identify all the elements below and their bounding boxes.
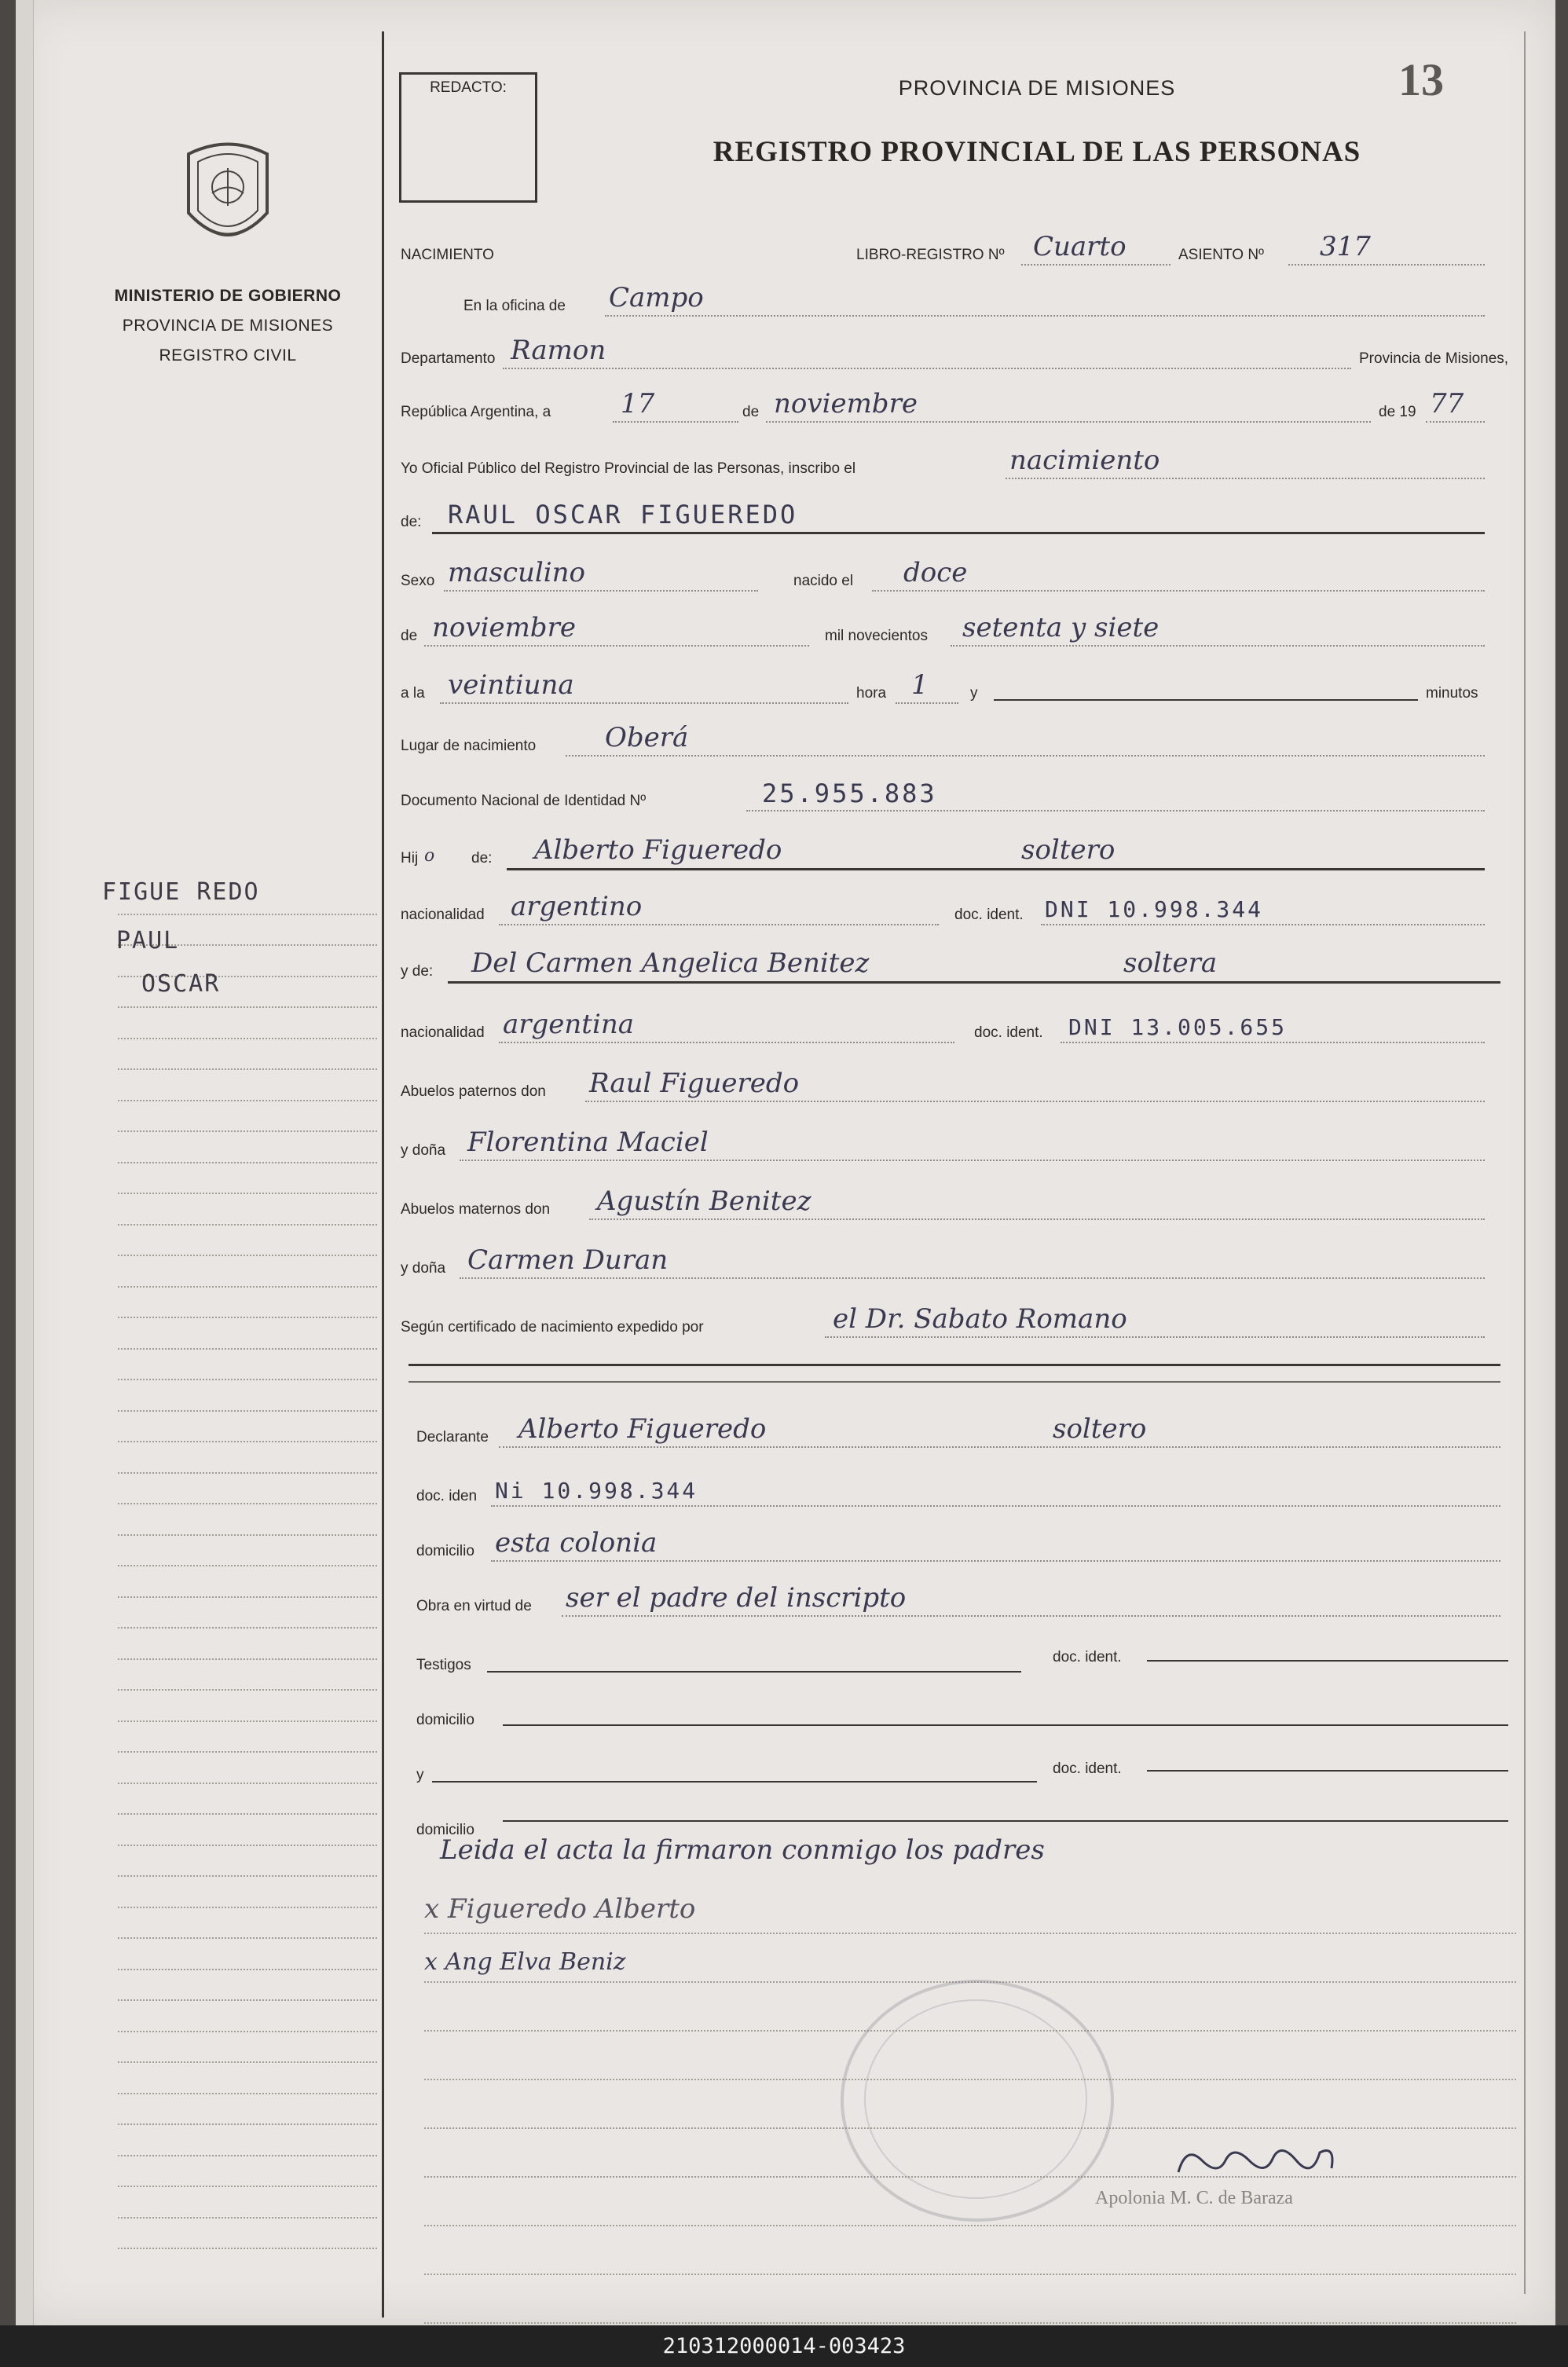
row-abuelo-materno <box>385 1185 1485 1222</box>
row-lugar <box>385 722 1485 758</box>
padre-estado: soltero <box>1021 834 1116 866</box>
redacto-box <box>399 72 537 203</box>
anio2-value: setenta y siete <box>962 612 1160 643</box>
nacido-value: doce <box>903 557 968 588</box>
row-domicilio2 <box>401 1701 1516 1732</box>
ministry-civil: REGISTRO CIVIL <box>159 346 297 365</box>
hora-value: 1 <box>911 669 929 701</box>
nac1-value: argentino <box>511 891 643 922</box>
row-abuelo-paterno <box>385 1068 1485 1104</box>
departamento-value: Ramon <box>511 335 606 366</box>
anio-label: de 19 <box>1379 404 1416 420</box>
de-nombre-label: de: <box>401 514 422 530</box>
footer-id: 210312000014-003423 <box>0 2325 1568 2367</box>
de2-label: de <box>401 628 418 644</box>
official-sig-name: Apolonia M. C. de Baraza <box>1095 2188 1293 2208</box>
ala-label: a la <box>401 685 425 702</box>
row-oficial <box>385 445 1485 481</box>
ala-value: veintiuna <box>448 669 574 701</box>
margin-surname: FIGUE REDO <box>102 878 260 906</box>
asiento-value: 317 <box>1320 231 1371 262</box>
obra-label: Obra en virtud de <box>416 1598 532 1614</box>
abp-dona-label: y doña <box>401 1142 446 1159</box>
ministry-title: MINISTERIO DE GOBIERNO <box>114 287 342 305</box>
mes2-value: noviembre <box>432 612 576 643</box>
section-divider-1 <box>408 1364 1500 1366</box>
row-fecha <box>385 388 1485 424</box>
anio-value: 77 <box>1430 388 1464 420</box>
signature-scribble-icon <box>1092 2137 1422 2184</box>
mil-label: mil novecientos <box>825 628 928 644</box>
oficial-text: Yo Oficial Público del Registro Provincial de las Personas, inscribo el <box>401 460 856 477</box>
padre-value: Alberto Figueredo <box>534 834 782 866</box>
firma-padre: x Figueredo Alberto <box>424 1893 696 1925</box>
leida-note: Leida el acta la firmaron conmigo los padres <box>440 1834 1045 1866</box>
abp-label: Abuelos paternos don <box>401 1083 546 1100</box>
coat-of-arms-icon <box>181 138 275 256</box>
departamento-label: Departamento <box>401 350 496 367</box>
nacimiento-label: NACIMIENTO <box>401 247 494 263</box>
dni-value: 25.955.883 <box>762 779 937 808</box>
cert-value: el Dr. Sabato Romano <box>833 1303 1127 1335</box>
sexo-label: Sexo <box>401 573 435 589</box>
row-nombre <box>385 500 1485 534</box>
registry-stamp-inner <box>864 1999 1087 2199</box>
docdecl-value: Ni 10.998.344 <box>495 1478 698 1504</box>
abm-dona-value: Carmen Duran <box>467 1244 669 1276</box>
header-province: PROVINCIA DE MISIONES <box>898 76 1176 100</box>
official-signature <box>1092 2137 1422 2209</box>
row-certificado <box>385 1303 1485 1339</box>
row-abuela-materna <box>385 1244 1485 1281</box>
inscribo-value: nacimiento <box>1009 445 1160 476</box>
hijo-de-label: de: <box>471 850 493 867</box>
margin-first-name: PAUL <box>116 927 180 954</box>
madre-value: Del Carmen Angelica Benitez <box>471 947 870 979</box>
minutos-label: minutos <box>1426 685 1478 702</box>
page-number: 13 <box>1398 54 1444 105</box>
header-registry: REGISTRO PROVINCIAL DE LAS PERSONAS <box>713 136 1361 168</box>
ministry-block <box>79 281 377 371</box>
row-departamento <box>385 335 1509 371</box>
row-nac1 <box>385 891 1485 927</box>
cert-label: Según certificado de nacimiento expedido por <box>401 1319 704 1336</box>
testigos-label: Testigos <box>416 1657 471 1673</box>
redacto-label: REDACTO: <box>430 79 507 96</box>
oficina-label: En la oficina de <box>463 298 566 314</box>
column-divider <box>382 31 384 2318</box>
mes-value: noviembre <box>774 388 918 420</box>
row-libro <box>385 231 1485 267</box>
document-sheet <box>16 0 1555 2325</box>
docdecl-label: doc. iden <box>416 1488 478 1504</box>
domicilio-label: domicilio <box>416 1543 474 1559</box>
doc2-value: DNI 13.005.655 <box>1068 1014 1288 1040</box>
abm-value: Agustín Benitez <box>597 1185 811 1217</box>
declarante-value: Alberto Figueredo <box>518 1413 767 1445</box>
declarante-label: Declarante <box>416 1429 489 1445</box>
domicilio-value: esta colonia <box>495 1527 658 1559</box>
section-divider-2 <box>408 1381 1500 1383</box>
libro-label: LIBRO-REGISTRO Nº <box>856 247 1005 263</box>
y-label: y <box>970 685 978 702</box>
row-oficina <box>385 282 1485 318</box>
row-nac2 <box>385 1009 1485 1045</box>
hora-label: hora <box>856 685 887 702</box>
row-doc-declarante <box>401 1477 1500 1508</box>
hijo-label: Hij <box>401 850 419 867</box>
dia-value: 17 <box>621 388 655 420</box>
provincia-suffix: Provincia de Misiones, <box>1359 350 1509 367</box>
ministry-province: PROVINCIA DE MISIONES <box>122 317 334 335</box>
nac2-label: nacionalidad <box>401 1024 485 1041</box>
right-border <box>1524 31 1526 2294</box>
margin-second-name: OSCAR <box>141 970 221 998</box>
row-mes <box>385 612 1485 648</box>
row-abuela-paterna <box>385 1127 1485 1163</box>
row-obra <box>401 1582 1500 1618</box>
republica-label: República Argentina, a <box>401 404 551 420</box>
obra-value: ser el padre del inscripto <box>566 1582 907 1614</box>
de-label: de <box>742 404 760 420</box>
binding-spine <box>16 0 34 2325</box>
row-testigos <box>401 1646 1516 1677</box>
row-sexo <box>385 557 1485 593</box>
madre-estado: soltera <box>1123 947 1218 979</box>
row-padre <box>385 834 1485 870</box>
abm-label: Abuelos maternos don <box>401 1201 551 1218</box>
doc2-label: doc. ident. <box>974 1024 1043 1041</box>
oficina-value: Campo <box>609 282 704 313</box>
row-dni <box>385 779 1485 813</box>
abm-dona-label: y doña <box>401 1260 446 1277</box>
row-madre <box>385 947 1485 984</box>
abp-dona-value: Florentina Maciel <box>467 1127 709 1158</box>
doc-t1-label: doc. ident. <box>1053 1649 1122 1665</box>
nacido-label: nacido el <box>793 573 854 589</box>
domicilio2-label: domicilio <box>416 1712 474 1728</box>
margin-lines <box>118 884 377 2249</box>
y2-label: y <box>416 1767 424 1783</box>
abp-value: Raul Figueredo <box>589 1068 800 1099</box>
yde-label: y de: <box>401 963 434 980</box>
row-hora <box>385 669 1485 705</box>
nac2-value: argentina <box>503 1009 635 1040</box>
doc-t2-label: doc. ident. <box>1053 1761 1122 1777</box>
firma-madre: x Ang Elva Beniz <box>424 1948 626 1976</box>
doc1-label: doc. ident. <box>954 907 1024 923</box>
row-declarante <box>401 1413 1500 1449</box>
lugar-label: Lugar de nacimiento <box>401 738 537 754</box>
lugar-value: Oberá <box>605 722 689 753</box>
libro-value: Cuarto <box>1033 231 1127 262</box>
nac1-label: nacionalidad <box>401 907 485 923</box>
row-testigo2 <box>401 1756 1516 1787</box>
row-domicilio <box>401 1527 1500 1563</box>
domicilio3-label: domicilio <box>416 1822 474 1838</box>
sexo-value: masculino <box>448 557 586 588</box>
declarante-estado: soltero <box>1053 1413 1147 1445</box>
hijo-suffix: o <box>424 846 435 866</box>
dni-label: Documento Nacional de Identidad Nº <box>401 793 647 809</box>
nombre-value: RAUL OSCAR FIGUEREDO <box>448 500 798 529</box>
asiento-label: ASIENTO Nº <box>1178 247 1264 263</box>
doc1-value: DNI 10.998.344 <box>1045 896 1264 922</box>
